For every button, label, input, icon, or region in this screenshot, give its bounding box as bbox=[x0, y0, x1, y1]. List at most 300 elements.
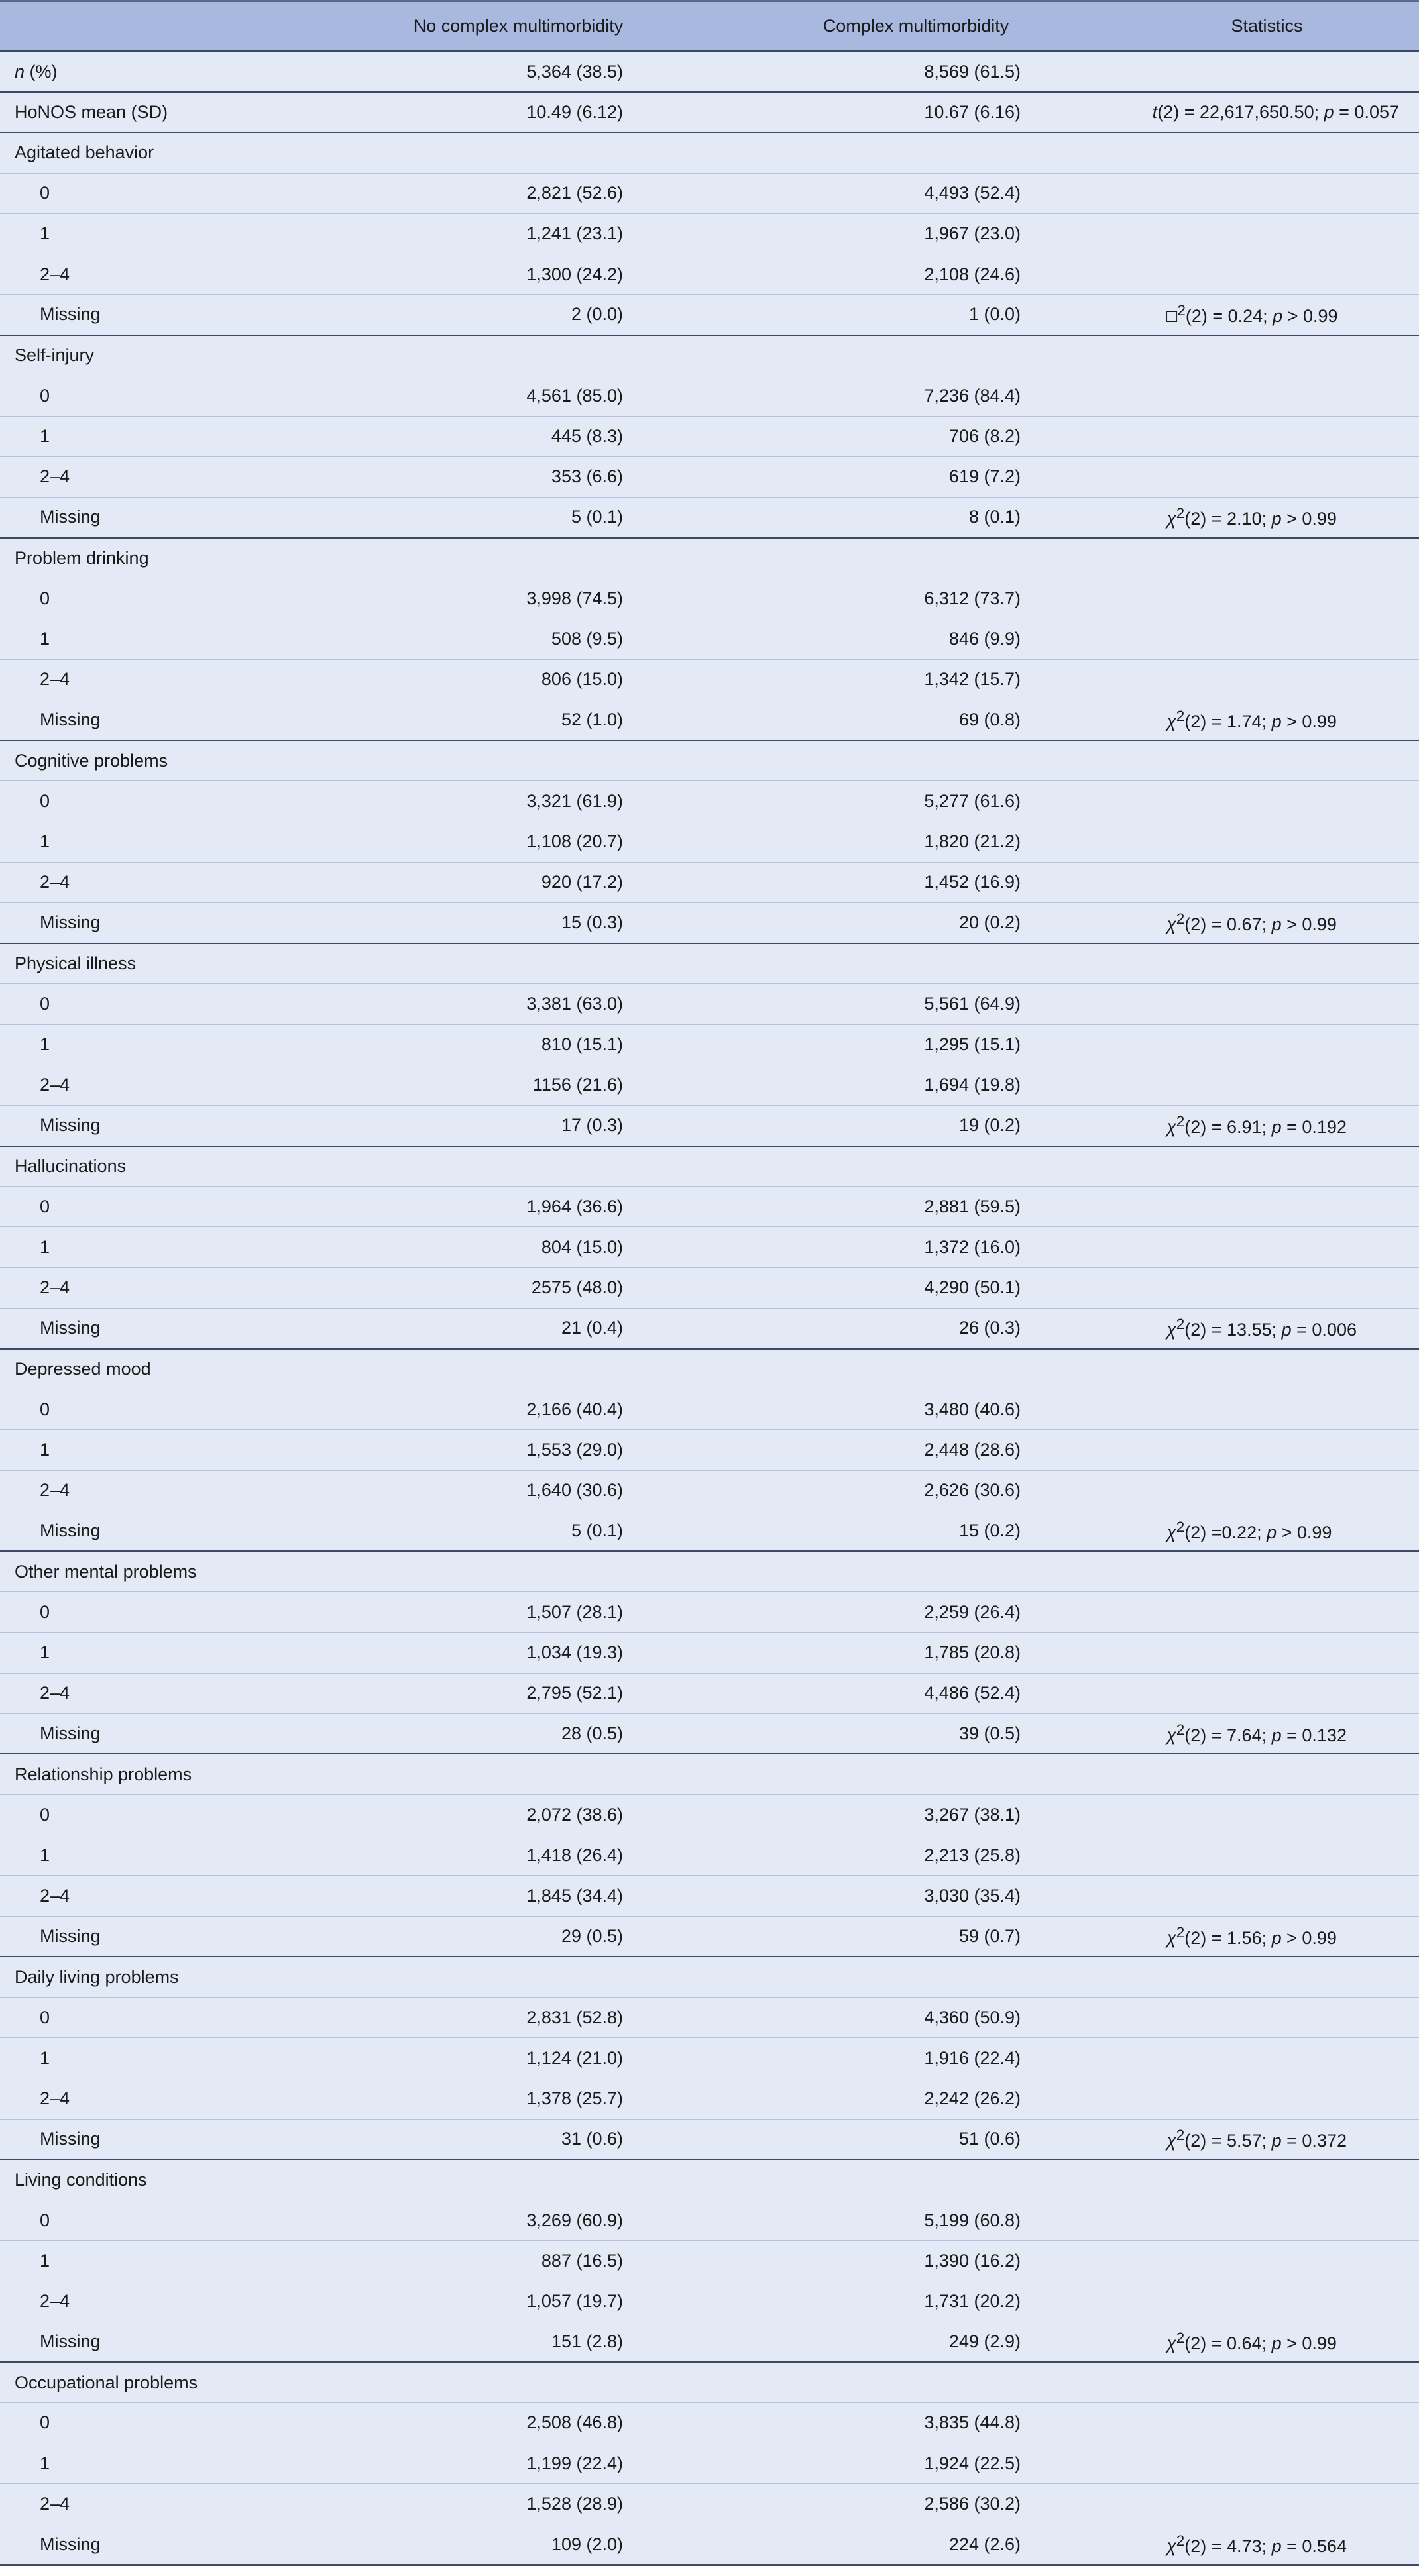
table-row bbox=[0, 2402, 1419, 2443]
empty-cell bbox=[319, 943, 717, 984]
table-row bbox=[0, 2484, 1419, 2524]
empty-cell bbox=[319, 1146, 717, 1187]
cell-statistics bbox=[1115, 1308, 1419, 1348]
stat-p: p bbox=[1324, 101, 1334, 122]
header-blank bbox=[0, 1, 319, 52]
cell-no-complex: 1156 (21.6) bbox=[319, 1065, 717, 1105]
cell-statistics bbox=[1115, 2443, 1419, 2484]
cell-complex: 8 (0.1) bbox=[717, 498, 1115, 538]
cell-complex: 51 (0.6) bbox=[717, 2119, 1115, 2159]
cell-complex: 3,835 (44.8) bbox=[717, 2402, 1115, 2443]
row-label: 0 bbox=[0, 1592, 319, 1633]
cell-no-complex: 353 (6.6) bbox=[319, 456, 717, 497]
table-row bbox=[0, 1267, 1419, 1308]
table-row bbox=[0, 1916, 1419, 1957]
cell-no-complex: 1,845 (34.4) bbox=[319, 1876, 717, 1916]
cell-statistics bbox=[1115, 1835, 1419, 1876]
cell-no-complex: 1,964 (36.6) bbox=[319, 1187, 717, 1227]
stat-tail: > 0.99 bbox=[1281, 712, 1337, 732]
table-row bbox=[0, 700, 1419, 741]
table-row bbox=[0, 1511, 1419, 1551]
stat-body: (2) = 0.67; bbox=[1184, 914, 1272, 935]
cell-statistics bbox=[1115, 822, 1419, 862]
cell-complex: 1,372 (16.0) bbox=[717, 1227, 1115, 1267]
section-header-row bbox=[0, 2362, 1419, 2402]
cell-complex: 5,277 (61.6) bbox=[717, 781, 1115, 822]
cell-no-complex: 1,378 (25.7) bbox=[319, 2078, 717, 2119]
cell-no-complex: 5 (0.1) bbox=[319, 498, 717, 538]
row-label: HoNOS mean (SD) bbox=[0, 92, 319, 133]
cell-no-complex: 1,057 (19.7) bbox=[319, 2281, 717, 2322]
table-row bbox=[0, 1470, 1419, 1511]
cell-no-complex: 1,418 (26.4) bbox=[319, 1835, 717, 1876]
stat-body: (2) = 5.57; bbox=[1184, 2130, 1272, 2151]
section-title: Daily living problems bbox=[0, 1957, 319, 1997]
table-row bbox=[0, 376, 1419, 416]
cell-statistics bbox=[1115, 2038, 1419, 2078]
row-label: 2–4 bbox=[0, 1673, 319, 1713]
section-title: Relationship problems bbox=[0, 1754, 319, 1794]
table-row bbox=[0, 1633, 1419, 1673]
section-header-row bbox=[0, 1146, 1419, 1187]
header-no-complex: No complex multimorbidity bbox=[319, 1, 717, 52]
empty-cell bbox=[1115, 1551, 1419, 1591]
cell-complex: 846 (9.9) bbox=[717, 619, 1115, 659]
cell-no-complex: 887 (16.5) bbox=[319, 2241, 717, 2281]
stat-tail: = 0.564 bbox=[1281, 2536, 1347, 2556]
stat-tail: > 0.99 bbox=[1282, 306, 1338, 327]
row-label: 0 bbox=[0, 2402, 319, 2443]
stat-symbol: χ bbox=[1166, 1523, 1176, 1543]
cell-statistics bbox=[1115, 2484, 1419, 2524]
cell-no-complex: 1,640 (30.6) bbox=[319, 1470, 717, 1511]
cell-complex: 619 (7.2) bbox=[717, 456, 1115, 497]
table-row bbox=[0, 1713, 1419, 1754]
stat-p: p bbox=[1271, 509, 1282, 529]
empty-cell bbox=[319, 1957, 717, 1997]
cell-statistics bbox=[1115, 902, 1419, 943]
cell-statistics bbox=[1115, 700, 1419, 741]
row-label: 2–4 bbox=[0, 1267, 319, 1308]
cell-statistics bbox=[1115, 1876, 1419, 1916]
cell-no-complex: 17 (0.3) bbox=[319, 1105, 717, 1146]
table-row bbox=[0, 1065, 1419, 1105]
row-label: 1 bbox=[0, 1227, 319, 1267]
row-label: Missing bbox=[0, 902, 319, 943]
row-label: 2–4 bbox=[0, 254, 319, 294]
empty-cell bbox=[1115, 2362, 1419, 2402]
empty-cell bbox=[717, 2159, 1115, 2200]
cell-statistics bbox=[1115, 984, 1419, 1024]
stat-p: p bbox=[1271, 2333, 1282, 2353]
row-label: 0 bbox=[0, 984, 319, 1024]
cell-complex: 3,030 (35.4) bbox=[717, 1876, 1115, 1916]
empty-cell bbox=[319, 538, 717, 578]
cell-complex: 19 (0.2) bbox=[717, 1105, 1115, 1146]
cell-no-complex: 3,381 (63.0) bbox=[319, 984, 717, 1024]
cell-no-complex: 1,108 (20.7) bbox=[319, 822, 717, 862]
cell-complex: 59 (0.7) bbox=[717, 1916, 1115, 1957]
stat-body: (2) = 0.64; bbox=[1184, 2333, 1272, 2353]
row-label: 0 bbox=[0, 2200, 319, 2240]
cell-complex: 5,561 (64.9) bbox=[717, 984, 1115, 1024]
stat-body: (2) = 4.73; bbox=[1184, 2536, 1272, 2556]
cell-complex: 6,312 (73.7) bbox=[717, 578, 1115, 619]
empty-cell bbox=[1115, 2159, 1419, 2200]
cell-complex: 4,360 (50.9) bbox=[717, 1998, 1115, 2038]
table-row bbox=[0, 1592, 1419, 1633]
stat-symbol: χ bbox=[1166, 712, 1176, 732]
cell-complex: 2,108 (24.6) bbox=[717, 254, 1115, 294]
cell-statistics bbox=[1115, 781, 1419, 822]
row-label: 1 bbox=[0, 2443, 319, 2484]
stat-superscript: 2 bbox=[1176, 1316, 1185, 1333]
stat-superscript: 2 bbox=[1176, 1721, 1185, 1739]
cell-no-complex: 52 (1.0) bbox=[319, 700, 717, 741]
row-label: 2–4 bbox=[0, 1065, 319, 1105]
table-row bbox=[0, 416, 1419, 456]
cell-complex: 15 (0.2) bbox=[717, 1511, 1115, 1551]
stat-superscript: 2 bbox=[1176, 1519, 1185, 1536]
stat-body: (2) = 6.91; bbox=[1184, 1117, 1272, 1138]
empty-cell bbox=[717, 133, 1115, 173]
cell-statistics bbox=[1115, 1916, 1419, 1957]
cell-complex: 1,916 (22.4) bbox=[717, 2038, 1115, 2078]
row-label: 0 bbox=[0, 376, 319, 416]
table-row bbox=[0, 2038, 1419, 2078]
stat-superscript: 2 bbox=[1176, 2126, 1185, 2143]
cell-complex: 26 (0.3) bbox=[717, 1308, 1115, 1348]
table-row bbox=[0, 619, 1419, 659]
cell-statistics bbox=[1115, 2119, 1419, 2159]
row-label: 1 bbox=[0, 2241, 319, 2281]
row-label: 1 bbox=[0, 1430, 319, 1470]
stat-symbol: □ bbox=[1166, 306, 1178, 327]
empty-cell bbox=[319, 1754, 717, 1794]
stat-tail: = 0.372 bbox=[1281, 2130, 1347, 2151]
cell-statistics bbox=[1115, 2524, 1419, 2565]
row-label: Missing bbox=[0, 2524, 319, 2565]
empty-cell bbox=[717, 335, 1115, 376]
table-row bbox=[0, 254, 1419, 294]
stat-body: (2) = 1.56; bbox=[1184, 1927, 1272, 1948]
cell-complex: 3,267 (38.1) bbox=[717, 1795, 1115, 1835]
row-label: 0 bbox=[0, 781, 319, 822]
cell-no-complex: 31 (0.6) bbox=[319, 2119, 717, 2159]
row-label: 2–4 bbox=[0, 1876, 319, 1916]
section-title: Occupational problems bbox=[0, 2362, 319, 2402]
stat-superscript: 2 bbox=[1176, 1923, 1185, 1941]
cell-complex: 4,290 (50.1) bbox=[717, 1267, 1115, 1308]
table-row bbox=[0, 1105, 1419, 1146]
label-italic: n bbox=[15, 61, 25, 81]
table-row bbox=[0, 2322, 1419, 2362]
section-title: Physical illness bbox=[0, 943, 319, 984]
cell-statistics bbox=[1115, 2200, 1419, 2240]
table-row-n bbox=[0, 52, 1419, 92]
row-label bbox=[0, 52, 319, 92]
cell-statistics bbox=[1115, 2402, 1419, 2443]
stat-symbol: χ bbox=[1166, 914, 1176, 935]
empty-cell bbox=[717, 1349, 1115, 1389]
table-header bbox=[0, 1, 1419, 52]
stat-p: p bbox=[1281, 1320, 1292, 1340]
row-label: 1 bbox=[0, 1024, 319, 1065]
cell-no-complex: 2,072 (38.6) bbox=[319, 1795, 717, 1835]
cell-statistics bbox=[1115, 1105, 1419, 1146]
stat-p: p bbox=[1271, 1725, 1282, 1746]
cell-statistics bbox=[1115, 1633, 1419, 1673]
cell-no-complex: 2,831 (52.8) bbox=[319, 1998, 717, 2038]
cell-statistics bbox=[1115, 1511, 1419, 1551]
stat-superscript: 2 bbox=[1177, 302, 1186, 319]
table-row bbox=[0, 659, 1419, 700]
row-label: Missing bbox=[0, 700, 319, 741]
section-header-row bbox=[0, 335, 1419, 376]
stat-symbol: χ bbox=[1166, 1117, 1176, 1138]
cell-no-complex: 151 (2.8) bbox=[319, 2322, 717, 2362]
cell-complex: 1,731 (20.2) bbox=[717, 2281, 1115, 2322]
table-row bbox=[0, 2078, 1419, 2119]
cell-complex: 1 (0.0) bbox=[717, 295, 1115, 335]
section-header-row bbox=[0, 1349, 1419, 1389]
cell-statistics bbox=[1115, 376, 1419, 416]
header-complex: Complex multimorbidity bbox=[717, 1, 1115, 52]
empty-cell bbox=[319, 2362, 717, 2402]
cell-complex: 2,586 (30.2) bbox=[717, 2484, 1115, 2524]
section-header-row bbox=[0, 943, 1419, 984]
stat-p: p bbox=[1271, 914, 1282, 935]
section-header-row bbox=[0, 1551, 1419, 1591]
empty-cell bbox=[717, 1957, 1115, 1997]
row-label: 0 bbox=[0, 173, 319, 213]
row-label: 2–4 bbox=[0, 2078, 319, 2119]
cell-complex: 2,213 (25.8) bbox=[717, 1835, 1115, 1876]
cell-statistics bbox=[1115, 1389, 1419, 1430]
cell-statistics bbox=[1115, 2281, 1419, 2322]
stat-p: p bbox=[1271, 1117, 1282, 1138]
stat-body: (2) = 1.74; bbox=[1184, 712, 1272, 732]
stat-symbol: t bbox=[1152, 101, 1158, 122]
cell-complex: 7,236 (84.4) bbox=[717, 376, 1115, 416]
label-rest: (%) bbox=[25, 61, 58, 81]
cell-no-complex: 21 (0.4) bbox=[319, 1308, 717, 1348]
cell-statistics bbox=[1115, 862, 1419, 902]
row-label: Missing bbox=[0, 1511, 319, 1551]
stat-tail: > 0.99 bbox=[1281, 914, 1337, 935]
table-row bbox=[0, 173, 1419, 213]
stat-body: (2) =0.22; bbox=[1184, 1523, 1267, 1543]
cell-complex: 2,448 (28.6) bbox=[717, 1430, 1115, 1470]
empty-cell bbox=[1115, 1146, 1419, 1187]
row-label: 1 bbox=[0, 619, 319, 659]
cell-complex: 69 (0.8) bbox=[717, 700, 1115, 741]
cell-statistics bbox=[1115, 619, 1419, 659]
cell-no-complex: 28 (0.5) bbox=[319, 1713, 717, 1754]
table-row bbox=[0, 984, 1419, 1024]
cell-statistics bbox=[1115, 1227, 1419, 1267]
cell-statistics bbox=[1115, 1795, 1419, 1835]
empty-cell bbox=[319, 741, 717, 781]
cell-complex: 2,881 (59.5) bbox=[717, 1187, 1115, 1227]
table-row bbox=[0, 1308, 1419, 1348]
section-title: Other mental problems bbox=[0, 1551, 319, 1591]
cell-no-complex: 1,199 (22.4) bbox=[319, 2443, 717, 2484]
cell-complex: 706 (8.2) bbox=[717, 416, 1115, 456]
empty-cell bbox=[717, 1551, 1115, 1591]
empty-cell bbox=[717, 741, 1115, 781]
stat-superscript: 2 bbox=[1176, 2532, 1185, 2549]
cell-complex: 1,924 (22.5) bbox=[717, 2443, 1115, 2484]
row-label: 1 bbox=[0, 822, 319, 862]
table-row bbox=[0, 2524, 1419, 2565]
cell-complex: 4,493 (52.4) bbox=[717, 173, 1115, 213]
row-label: 2–4 bbox=[0, 1470, 319, 1511]
row-label: 1 bbox=[0, 2038, 319, 2078]
row-label: 1 bbox=[0, 1835, 319, 1876]
cell-no-complex: 445 (8.3) bbox=[319, 416, 717, 456]
table-row bbox=[0, 1389, 1419, 1430]
cell-no-complex: 1,528 (28.9) bbox=[319, 2484, 717, 2524]
cell-statistics bbox=[1115, 456, 1419, 497]
cell-no-complex: 804 (15.0) bbox=[319, 1227, 717, 1267]
section-header-row bbox=[0, 1754, 1419, 1794]
cell-statistics bbox=[1115, 1592, 1419, 1633]
cell-no-complex: 806 (15.0) bbox=[319, 659, 717, 700]
empty-cell bbox=[717, 943, 1115, 984]
empty-cell bbox=[319, 1349, 717, 1389]
table-row bbox=[0, 1024, 1419, 1065]
cell-statistics bbox=[1115, 498, 1419, 538]
table-row bbox=[0, 781, 1419, 822]
cell-no-complex: 1,553 (29.0) bbox=[319, 1430, 717, 1470]
cell-complex: 2,242 (26.2) bbox=[717, 2078, 1115, 2119]
table-row bbox=[0, 1998, 1419, 2038]
cell-no-complex: 2575 (48.0) bbox=[319, 1267, 717, 1308]
table-row bbox=[0, 2119, 1419, 2159]
cell-no-complex: 1,507 (28.1) bbox=[319, 1592, 717, 1633]
empty-cell bbox=[717, 1754, 1115, 1794]
stat-body: (2) = 0.24; bbox=[1185, 306, 1273, 327]
cell-no-complex: 29 (0.5) bbox=[319, 1916, 717, 1957]
empty-cell bbox=[319, 2159, 717, 2200]
cell-statistics bbox=[1115, 1470, 1419, 1511]
cell-complex: 4,486 (52.4) bbox=[717, 1673, 1115, 1713]
section-title: Hallucinations bbox=[0, 1146, 319, 1187]
table-row bbox=[0, 498, 1419, 538]
table-row bbox=[0, 862, 1419, 902]
stat-tail: = 0.192 bbox=[1281, 1117, 1347, 1138]
stat-tail: > 0.99 bbox=[1281, 1927, 1337, 1948]
row-label: Missing bbox=[0, 1713, 319, 1754]
cell-complex: 1,342 (15.7) bbox=[717, 659, 1115, 700]
row-label: 0 bbox=[0, 1998, 319, 2038]
stat-tail: = 0.132 bbox=[1281, 1725, 1347, 1746]
row-label: Missing bbox=[0, 1916, 319, 1957]
stat-symbol: χ bbox=[1166, 509, 1176, 529]
empty-cell bbox=[1115, 538, 1419, 578]
cell-no-complex: 1,124 (21.0) bbox=[319, 2038, 717, 2078]
stat-body: (2) = 13.55; bbox=[1184, 1320, 1282, 1340]
cell-complex: 1,694 (19.8) bbox=[717, 1065, 1115, 1105]
cell-complex: 1,785 (20.8) bbox=[717, 1633, 1115, 1673]
table-row bbox=[0, 578, 1419, 619]
cell-statistics bbox=[1115, 254, 1419, 294]
row-label: 2–4 bbox=[0, 2484, 319, 2524]
cell-no-complex: 3,269 (60.9) bbox=[319, 2200, 717, 2240]
stat-body: (2) = 7.64; bbox=[1184, 1725, 1272, 1746]
stat-superscript: 2 bbox=[1176, 2329, 1185, 2346]
row-label: 0 bbox=[0, 1187, 319, 1227]
stat-superscript: 2 bbox=[1176, 505, 1185, 522]
stat-p: p bbox=[1271, 2536, 1282, 2556]
stat-symbol: χ bbox=[1166, 2333, 1176, 2353]
cell-statistics bbox=[1115, 659, 1419, 700]
header-statistics: Statistics bbox=[1115, 1, 1419, 52]
table-row bbox=[0, 2200, 1419, 2240]
row-label: 2–4 bbox=[0, 456, 319, 497]
section-header-row bbox=[0, 1957, 1419, 1997]
cell-no-complex: 5 (0.1) bbox=[319, 1511, 717, 1551]
cell-statistics bbox=[1115, 52, 1419, 92]
table-row bbox=[0, 213, 1419, 254]
cell-no-complex: 109 (2.0) bbox=[319, 2524, 717, 2565]
empty-cell bbox=[1115, 943, 1419, 984]
cell-statistics bbox=[1115, 1065, 1419, 1105]
cell-statistics bbox=[1115, 416, 1419, 456]
stat-p: p bbox=[1271, 2130, 1282, 2151]
cell-complex: 2,259 (26.4) bbox=[717, 1592, 1115, 1633]
table-row-honos bbox=[0, 92, 1419, 133]
empty-cell bbox=[1115, 741, 1419, 781]
cell-no-complex: 3,998 (74.5) bbox=[319, 578, 717, 619]
cell-complex: 8,569 (61.5) bbox=[717, 52, 1115, 92]
table-row bbox=[0, 295, 1419, 335]
stat-symbol: χ bbox=[1166, 1320, 1176, 1340]
cell-statistics bbox=[1115, 1024, 1419, 1065]
cell-no-complex: 2,821 (52.6) bbox=[319, 173, 717, 213]
row-label: 1 bbox=[0, 213, 319, 254]
table-row bbox=[0, 1430, 1419, 1470]
table-row bbox=[0, 1673, 1419, 1713]
cell-no-complex: 2,508 (46.8) bbox=[319, 2402, 717, 2443]
cell-no-complex: 2,166 (40.4) bbox=[319, 1389, 717, 1430]
stat-tail: > 0.99 bbox=[1281, 509, 1337, 529]
cell-complex: 224 (2.6) bbox=[717, 2524, 1115, 2565]
cell-complex: 1,967 (23.0) bbox=[717, 213, 1115, 254]
row-label: 1 bbox=[0, 416, 319, 456]
stat-superscript: 2 bbox=[1176, 708, 1185, 725]
section-header-row bbox=[0, 133, 1419, 173]
stat-p: p bbox=[1271, 1927, 1282, 1948]
empty-cell bbox=[319, 133, 717, 173]
row-label: 0 bbox=[0, 1795, 319, 1835]
empty-cell bbox=[319, 1551, 717, 1591]
cell-no-complex: 1,034 (19.3) bbox=[319, 1633, 717, 1673]
cell-statistics bbox=[1115, 2241, 1419, 2281]
empty-cell bbox=[1115, 335, 1419, 376]
cell-statistics bbox=[1115, 1998, 1419, 2038]
section-title: Agitated behavior bbox=[0, 133, 319, 173]
stat-tail: = 0.057 bbox=[1334, 101, 1399, 122]
table-row bbox=[0, 2241, 1419, 2281]
row-label: 2–4 bbox=[0, 2281, 319, 2322]
row-label: Missing bbox=[0, 2322, 319, 2362]
row-label: Missing bbox=[0, 498, 319, 538]
cell-statistics bbox=[1115, 1430, 1419, 1470]
stat-p: p bbox=[1273, 306, 1283, 327]
cell-complex: 249 (2.9) bbox=[717, 2322, 1115, 2362]
